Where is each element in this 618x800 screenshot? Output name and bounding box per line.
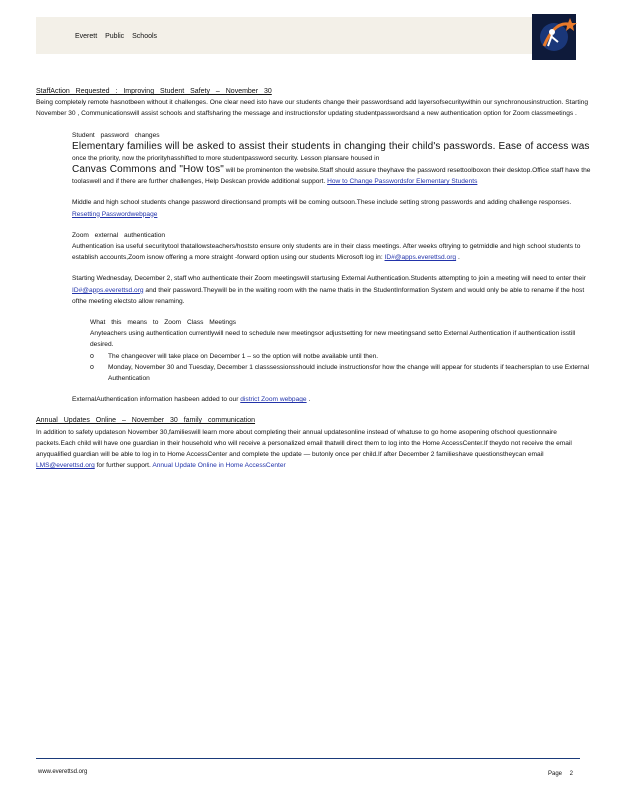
footer-rule — [36, 758, 580, 759]
circle2-text: Monday, November 30 and Tuesday, December 1 classsessionsshould include instructionsfor how the change will appear for students if teachersplan to use External Authentication — [108, 363, 589, 383]
link-how-to-change-passwords[interactable]: How to Change Passwordsfor Elementary Students — [327, 178, 478, 186]
circle-bullet-icon: o — [90, 363, 94, 371]
external-auth-text: ExternalAuthentication information hasbeen added to our — [72, 396, 239, 404]
document-body — [36, 86, 592, 471]
footer-website: www.everettsd.org — [38, 769, 88, 775]
what-this-means-text: Anyteachers using authentication currentlywill need to schedule new meetingsor adjustsetting for new meetingsand setto External Authentication if authentication isstill desired. — [90, 330, 576, 349]
bullet1-text-a: once the priority, now the priorityhasshifted to more studentpassword security. Lesson plansare housed in — [72, 154, 380, 162]
section2-heading: Annual Updates Online – November 30 family communication — [36, 417, 256, 425]
section1-intro: Being completely remote hasnotbeen without it challenges. One clear need isto have our students change their passwordsand add layersofsecuritywithin our synchronousinstruction. Starting November 30 , Communicationswill assist schools and staffsharing the message and instructionsfor updating studentpasswordsand a new authentication option for Zoom classmeetings . — [36, 99, 588, 118]
link-id-apps[interactable]: ID#@apps.everettsd.org — [384, 254, 457, 262]
section1-heading: StaffAction Requested : Improving Student Safety – November 30 — [36, 88, 272, 95]
list-item-changeover — [72, 351, 592, 362]
section2-text-end: for further support. — [96, 462, 151, 470]
bullet1-title: Student password changes — [72, 131, 160, 139]
link-district-zoom-webpage[interactable]: district Zoom webpage — [240, 396, 307, 404]
bullet2-para2-b: and their password.Theywill be in the waiting room with the name thatis in the StudentInformation System and would only be able to rename if the host ofthe meeting electsto allow renaming. — [72, 286, 585, 305]
bullet2-title: Zoom external authentication — [72, 231, 166, 239]
link-id-apps-2[interactable]: ID#@apps.everettsd.org — [72, 286, 144, 294]
circle1-text: The changeover will take place on December 1 – so the option will notbe available until then. — [108, 352, 379, 360]
bullet-student-password — [36, 130, 592, 220]
bullet-zoom-authentication — [36, 230, 592, 406]
bullet1-big-line: Elementary families will be asked to assist their students in changing their child's passwords. Ease of access was — [72, 140, 590, 152]
what-this-means-title: What this means to Zoom Class Meetings — [90, 319, 237, 327]
list-item-class-sessions — [72, 362, 592, 384]
section2-text: In addition to safety updateson November 30,familieswill learn more about completing their annual updatesonline instead of whatuse to go home asopening ofschool questionnaire packets.Each child will have one guardian in their household who will receive a personalized email thatwill direct them to log into the Home AccessCenter.If theydo not receive the email anyqualified guardian will be able to log in to Home AccessCenter and complete the update — butonly once per child.If after December 2 familieshave questionstheycan email — [36, 428, 572, 459]
bullet1-para2: Middle and high school students change password directionsand prompts will be coming outsoon.These include setting strong passwords and adding challenge responses. — [72, 199, 572, 207]
footer-page-number: Page 2 — [548, 771, 574, 777]
bullet2-para1: Authentication isa useful securitytool thatallowsteachers/hoststo ensure only students are in their class meetings. After weeks oftrying to getmiddle and high school students to establish accounts,Zoom isnow offering a more straight -forward option using our students Microsoft log in: — [72, 243, 581, 262]
bullet1-big-line2: Canvas Commons and "How tos" — [72, 164, 224, 176]
external-auth-end: . — [308, 396, 311, 404]
link-lms-email[interactable]: LMS@everettsd.org — [36, 462, 95, 470]
link-annual-update-online[interactable]: Annual Update Online in Home AccessCenter — [152, 462, 286, 470]
bullet1-text-b: will be prominenton the website.Staff should assure theyhave the password resettoolboxon their desktop.Office staff have the toolaswell and if there are further challenges, Help Deskcan provide additional support. — [72, 167, 591, 186]
bullet2-para1-end: . — [457, 254, 460, 262]
district-logo — [526, 12, 582, 62]
link-resetting-password[interactable]: Resetting Passwordwebpage — [72, 210, 158, 218]
header-title: Everett Public Schools — [75, 33, 158, 40]
bullet2-para2-a: Starting Wednesday, December 2, staff who authenticate their Zoom meetingswill startusing External Authentication.Students attempting to join a meeting will need to enter their — [72, 275, 586, 283]
circle-bullet-icon: o — [90, 352, 94, 360]
